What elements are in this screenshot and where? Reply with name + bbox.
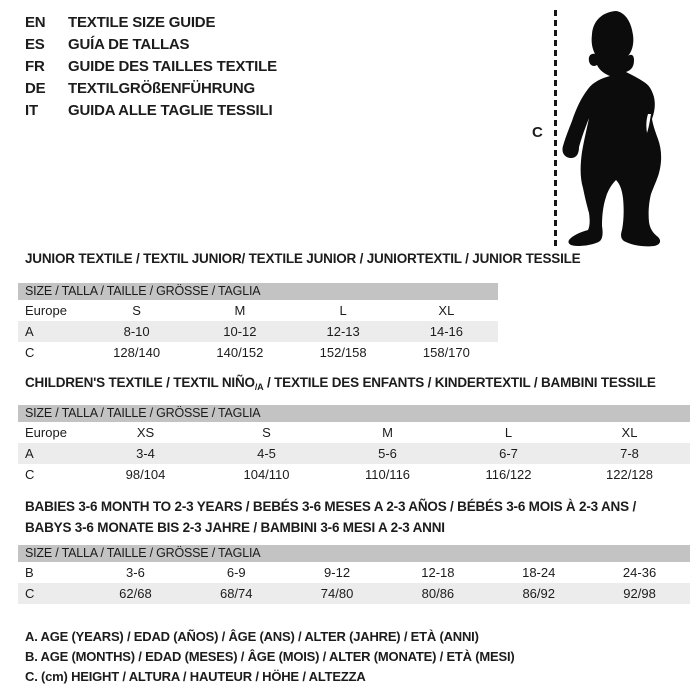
measure-legend — [25, 627, 515, 687]
cell: S — [262, 425, 271, 440]
cell: 86/92 — [522, 586, 555, 601]
cell: L — [339, 303, 347, 318]
legend-line-a: A. AGE (YEARS) / EDAD (AÑOS) / ÂGE (ANS) / ALTER (JAHRE) / ETÀ (ANNI) — [25, 629, 479, 644]
lang-code: DE — [25, 80, 46, 97]
lang-row-fr — [25, 56, 277, 78]
language-heading-list — [25, 12, 277, 122]
cell: S — [132, 303, 141, 318]
lang-row-de — [25, 78, 277, 100]
row-label: C — [25, 586, 35, 601]
children-title-post: / TEXTILE DES ENFANTS / KINDERTEXTIL / BAMBINI TESSILE — [263, 375, 656, 390]
babies-title-line2: BABYS 3-6 MONATE BIS 2-3 JAHRE / BAMBINI 3-6 MESI A 2-3 ANNI — [25, 520, 445, 535]
row-label: C — [25, 467, 35, 482]
cell: 110/116 — [364, 467, 411, 482]
table-row — [18, 583, 690, 604]
cell: 152/158 — [319, 345, 367, 360]
children-size-header: SIZE / TALLA / TAILLE / GRÖSSE / TAGLIA — [18, 405, 690, 422]
cell: 104/110 — [243, 467, 290, 482]
cell: 74/80 — [320, 586, 354, 601]
junior-section-title: JUNIOR TEXTILE / TEXTIL JUNIOR/ TEXTILE JUNIOR / JUNIORTEXTIL / JUNIOR TESSILE — [25, 251, 581, 266]
cell: 3-6 — [126, 565, 145, 580]
legend-line-b: B. AGE (MONTHS) / EDAD (MESES) / ÂGE (MOIS) / ALTER (MONATE) / ETÀ (MESI) — [25, 649, 515, 664]
cell: XS — [136, 425, 155, 440]
lang-code: FR — [25, 58, 45, 75]
lang-row-es — [25, 34, 277, 56]
table-row — [18, 562, 690, 583]
lang-title: GUIDA ALLE TAGLIE TESSILI — [68, 102, 273, 119]
cell: 122/128 — [606, 467, 653, 482]
cell: 92/98 — [623, 586, 656, 601]
cell: 3-4 — [136, 446, 155, 461]
toddler-silhouette-icon — [562, 8, 694, 248]
cell: 68/74 — [219, 586, 253, 601]
cell: 12-13 — [326, 324, 360, 339]
cell: 128/140 — [113, 345, 161, 360]
lang-code: EN — [25, 14, 46, 31]
children-title-sub: /A — [254, 382, 264, 392]
babies-section-title — [25, 496, 636, 538]
cell: 98/104 — [125, 467, 166, 482]
babies-title-line1: BABIES 3-6 MONTH TO 2-3 YEARS / BEBÉS 3-6 MESES A 2-3 AÑOS / BÉBÉS 3-6 MOIS À 2-3 ANS / — [25, 499, 636, 514]
cell: M — [382, 425, 393, 440]
cell: 12-18 — [421, 565, 455, 580]
cell: 8-10 — [123, 324, 150, 339]
cell: 24-36 — [622, 565, 657, 580]
cell: 9-12 — [324, 565, 351, 580]
row-label: C — [25, 345, 35, 360]
row-label: Europe — [25, 303, 67, 318]
table-row — [18, 342, 498, 363]
table-row — [18, 443, 690, 464]
cell: M — [234, 303, 246, 318]
babies-size-header: SIZE / TALLA / TAILLE / GRÖSSE / TAGLIA — [18, 545, 690, 562]
table-row — [18, 422, 690, 443]
lang-code: ES — [25, 36, 45, 53]
table-row — [18, 300, 498, 321]
cell: 116/122 — [485, 467, 532, 482]
height-measure-label: C — [532, 124, 543, 141]
cell: 4-5 — [257, 446, 276, 461]
cell: 6-7 — [499, 446, 518, 461]
lang-title: TEXTILE SIZE GUIDE — [68, 14, 216, 31]
lang-title: GUIDE DES TAILLES TEXTILE — [68, 58, 277, 75]
cell: 14-16 — [429, 324, 463, 339]
cell: 80/86 — [421, 586, 455, 601]
table-row — [18, 321, 498, 342]
babies-size-table — [18, 545, 690, 604]
junior-size-header: SIZE / TALLA / TAILLE / GRÖSSE / TAGLIA — [18, 283, 498, 300]
lang-title: GUÍA DE TALLAS — [68, 36, 190, 53]
cell: 6-9 — [226, 565, 246, 580]
cell: 62/68 — [119, 586, 152, 601]
table-row — [18, 464, 690, 485]
cell: L — [504, 425, 513, 440]
children-section-title — [25, 375, 656, 390]
junior-size-table — [18, 283, 498, 363]
cell: XL — [438, 303, 455, 318]
lang-code: IT — [25, 102, 38, 119]
row-label: B — [25, 565, 34, 580]
children-title-pre: CHILDREN'S TEXTILE / TEXTIL NIÑO — [25, 375, 255, 390]
cell: 5-6 — [378, 446, 397, 461]
lang-row-it — [25, 100, 277, 122]
height-dashed-line — [554, 10, 557, 246]
legend-line-c: C. (cm) HEIGHT / ALTURA / HAUTEUR / HÖHE / ALTEZZA — [25, 669, 366, 684]
cell: XL — [621, 425, 638, 440]
row-label: Europe — [25, 425, 67, 440]
cell: 10-12 — [223, 324, 257, 339]
children-size-table — [18, 405, 690, 485]
row-label: A — [25, 446, 34, 461]
lang-row-en — [25, 12, 277, 34]
cell: 7-8 — [620, 446, 639, 461]
row-label: A — [25, 324, 34, 339]
lang-title: TEXTILGRÖßENFÜHRUNG — [68, 80, 256, 97]
cell: 140/152 — [216, 345, 264, 360]
cell: 158/170 — [422, 345, 470, 360]
cell: 18-24 — [522, 565, 556, 580]
